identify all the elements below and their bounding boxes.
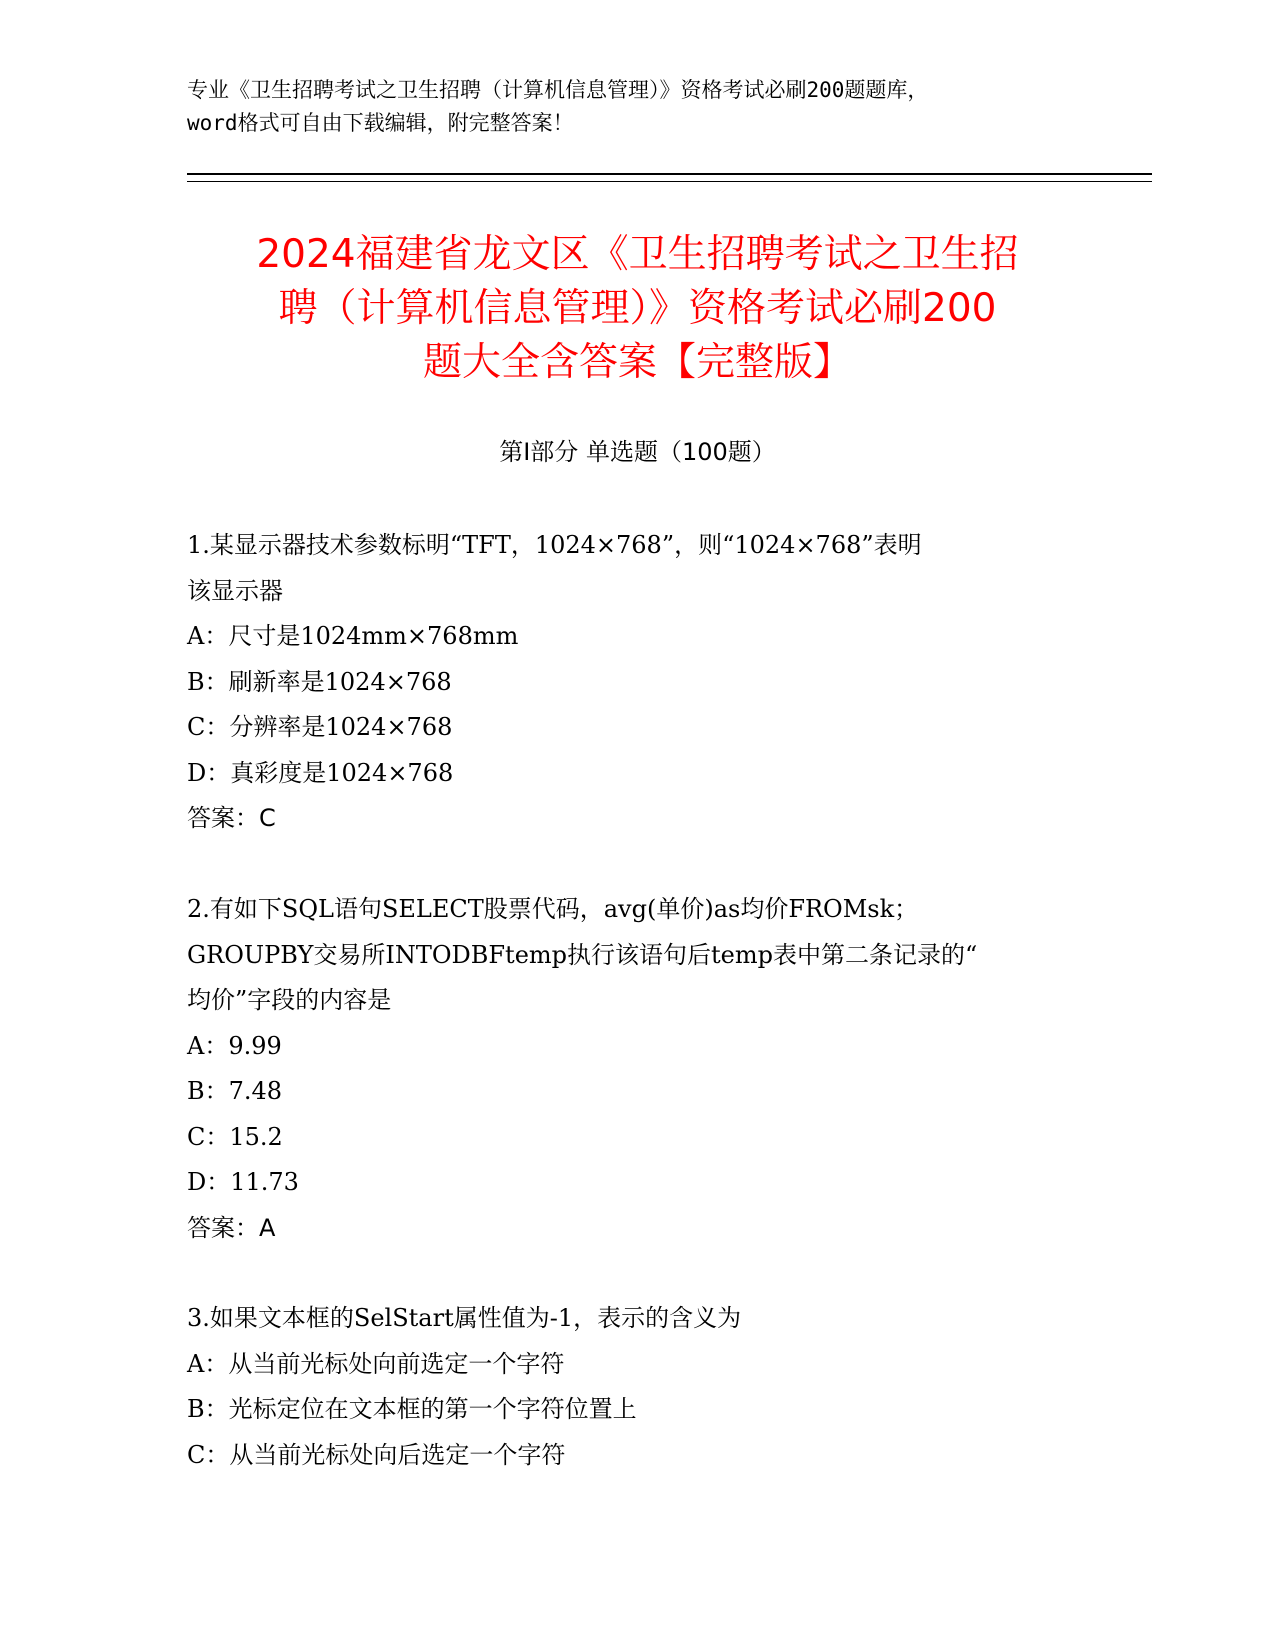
answer-key: 答案：C bbox=[187, 804, 276, 832]
answer-key: 答案：A bbox=[187, 1213, 276, 1242]
question-2 bbox=[187, 887, 1097, 1251]
question-stem-line: 2.有如下SQL语句SELECT股票代码，avg(单价)as均价FROMsk； bbox=[187, 895, 919, 923]
option-a: A：9.99 bbox=[187, 1031, 282, 1060]
option-c: C：从当前光标处向后选定一个字符 bbox=[187, 1440, 566, 1469]
document-title-line-2: 聘（计算机信息管理）》资格考试必刷200 bbox=[278, 286, 997, 331]
option-b: B：刷新率是1024×768 bbox=[187, 667, 452, 696]
document-title-line-1: 2024福建省龙文区《卫生招聘考试之卫生招 bbox=[256, 232, 1019, 277]
question-1 bbox=[187, 523, 1097, 842]
question-stem-line: 3.如果文本框的SelStart属性值为-1，表示的含义为 bbox=[187, 1304, 742, 1332]
question-3 bbox=[187, 1296, 1097, 1478]
option-d: D：真彩度是1024×768 bbox=[187, 758, 454, 787]
header-note-line-1: 专业《卫生招聘考试之卫生招聘（计算机信息管理）》资格考试必刷200题题库， bbox=[187, 78, 929, 102]
option-a: A：尺寸是1024mm×768mm bbox=[187, 622, 519, 650]
option-d: D：11.73 bbox=[187, 1168, 299, 1196]
document-title bbox=[170, 228, 1105, 390]
header-note-line-2: word格式可自由下载编辑，附完整答案！ bbox=[187, 111, 574, 135]
option-c: C：15.2 bbox=[187, 1122, 283, 1151]
option-b: B：7.48 bbox=[187, 1077, 283, 1105]
question-stem-line: 该显示器 bbox=[187, 576, 283, 605]
question-stem-line: 均价”字段的内容是 bbox=[187, 986, 392, 1014]
header-note bbox=[187, 74, 1087, 140]
question-stem-line: 1.某显示器技术参数标明“TFT，1024×768”，则“1024×768”表明 bbox=[187, 531, 922, 559]
option-a: A：从当前光标处向前选定一个字符 bbox=[187, 1349, 565, 1378]
header-divider-thin bbox=[187, 181, 1152, 182]
question-stem-line: GROUPBY交易所INTODBFtemp执行该语句后temp表中第二条记录的“ bbox=[187, 940, 978, 969]
document-title-line-3: 题大全含答案【完整版】 bbox=[422, 340, 852, 385]
option-b: B：光标定位在文本框的第一个字符位置上 bbox=[187, 1395, 637, 1423]
header-divider-thick bbox=[187, 173, 1152, 175]
option-c: C：分辨率是1024×768 bbox=[187, 713, 453, 741]
section-heading: 第Ⅰ部分 单选题（100题） bbox=[499, 438, 776, 466]
